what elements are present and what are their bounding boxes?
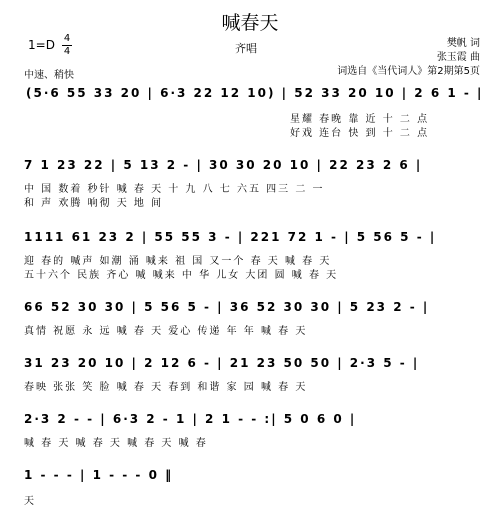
score-line-2-lyrics-1: 中 国 数着 秒针 喊 春 天 十 九 八 七 六五 四三 二 一 [24, 184, 325, 195]
composer-credit: 张玉霞 曲 [436, 52, 480, 63]
lyricist-credit: 樊帆 词 [446, 38, 480, 49]
meter-top: 4 [63, 33, 71, 44]
score-line-7-lyrics-1: 天 [24, 496, 36, 507]
tempo-marking: 中速、稍快 [24, 70, 74, 81]
score-line-3-lyrics-1: 迎 春的 喊声 如潮 涌 喊来 祖 国 又一个 春 天 喊 春 天 [24, 256, 332, 267]
score-line-3-notes: 1111 61 23 2 | 55 55 3 - | 221 72 1 - | 5 56 5 - | [24, 230, 437, 244]
source-credit: 词选自《当代词人》第2期第5页 [337, 66, 480, 77]
performance-form: 齐唱 [235, 42, 257, 55]
score-line-6-notes: 2·3 2 - - | 6·3 2 - 1 | 2 1 - - :| 5 0 6 0 | [24, 412, 357, 426]
score-line-7-notes: 1 - - - | 1 - - - 0 ‖ [24, 468, 174, 482]
score-line-3-lyrics-2: 五十六个 民族 齐心 喊 喊来 中 华 儿女 大团 圆 喊 春 天 [24, 270, 339, 281]
score-line-1-lyrics-2: 好戏 连台 快 到 十 二 点 [290, 128, 430, 139]
score-line-5-notes: 31 23 20 10 | 2 12 6 - | 21 23 50 50 | 2·3 5 - | [24, 356, 420, 370]
score-line-1-notes: (5·6 55 33 20 | 6·3 22 12 10) | 52 33 20 10 | 2 6 1 - | [26, 86, 484, 100]
score-line-4-lyrics-1: 真情 祝愿 永 远 喊 春 天 爱心 传递 年 年 喊 春 天 [24, 326, 308, 337]
score-line-2-lyrics-2: 和 声 欢腾 响彻 天 地 间 [24, 198, 164, 209]
song-title: 喊春天 [221, 12, 279, 34]
meter-bottom: 4 [63, 46, 71, 57]
score-line-1-lyrics-1: 星耀 春晚 靠 近 十 二 点 [290, 114, 430, 125]
score-line-5-lyrics-1: 春映 张张 笑 脸 喊 春 天 春到 和谐 家 园 喊 春 天 [24, 382, 308, 393]
score-line-4-notes: 66 52 30 30 | 5 56 5 - | 36 52 30 30 | 5 23 2 - | [24, 300, 430, 314]
score-line-2-notes: 7 1 23 22 | 5 13 2 - | 30 30 20 10 | 22 23 2 6 | [24, 158, 423, 172]
score-line-6-lyrics-1: 喊 春 天 喊 春 天 喊 春 天 喊 春 [24, 438, 208, 449]
key-signature: 1=D [28, 38, 55, 52]
